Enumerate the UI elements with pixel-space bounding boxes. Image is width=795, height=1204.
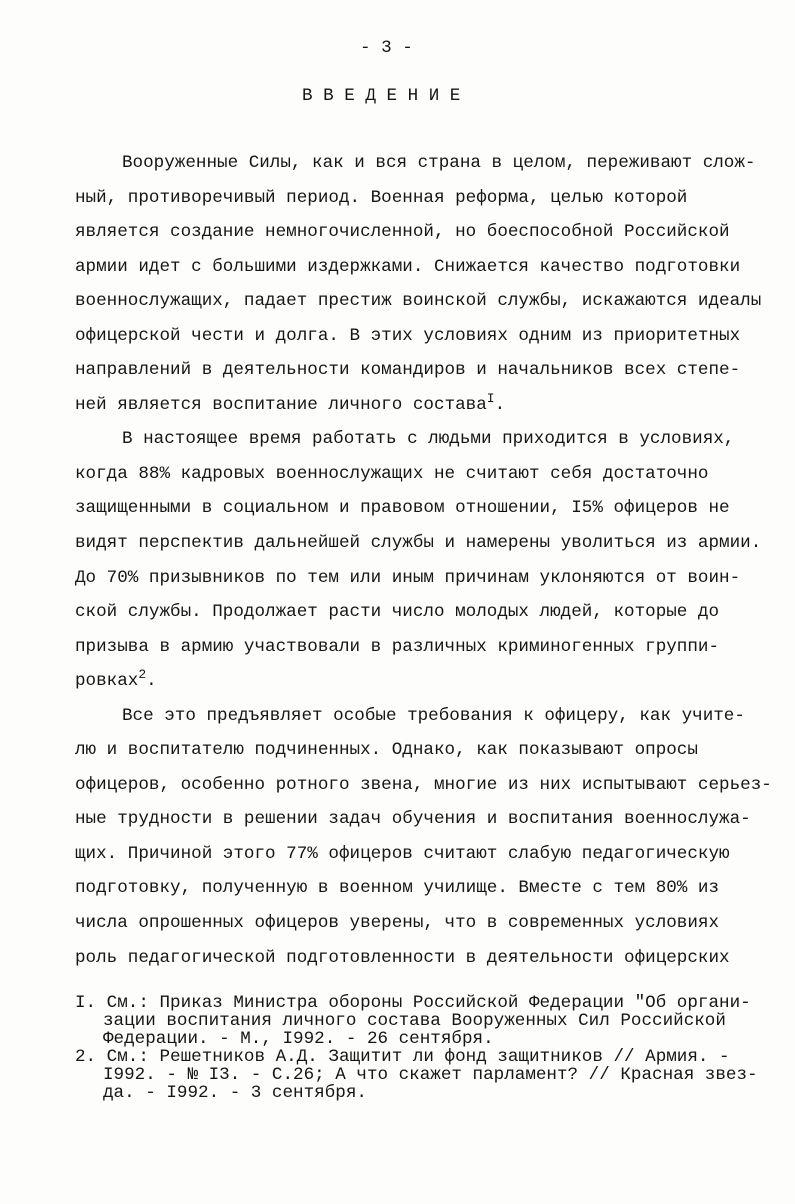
text-line: Все это предъявляет особые требования к офицеру, как учите- (122, 705, 745, 726)
text-line: ный, противоречивый период. Военная реформа, целью которой (75, 187, 688, 208)
line-text: ней является воспитание личного состава (75, 394, 487, 415)
line-text: ровках (75, 671, 139, 692)
footnote-ref: I (486, 390, 495, 406)
footnote-line: I992. - № I3. - С.26; А что скажет парламент? // Красная звез- (103, 1065, 758, 1085)
text-line: роль педагогической подготовленности в деятельности офицерских (75, 947, 730, 968)
text-line: До 70% призывников по тем или иным причинам уклоняются от воин- (75, 567, 741, 588)
text-line: защищенными в социальном и правовом отношении, I5% офицеров не (75, 498, 730, 519)
footnote-line: да. - I992. - 3 сентября. (103, 1083, 367, 1103)
text-line: щих. Причиной этого 77% офицеров считают слабую педагогическую (75, 843, 730, 864)
text-line (75, 388, 785, 423)
text-line: офицерской чести и долга. В этих условиях одним из приоритетных (75, 325, 741, 346)
text-line: военнослужащих, падает престиж воинской службы, искажаются идеалы (75, 291, 762, 312)
text-line: призыва в армию участвовали в различных криминогенных группи- (75, 636, 720, 657)
text-line: подготовку, полученную в военном училище. Вместе с тем 80% из (75, 878, 720, 899)
paragraph (75, 422, 785, 698)
text-line: когда 88% кадровых военнослужащих не считают себя достаточно (75, 463, 709, 484)
text-line: армии идет с большими издержками. Снижается качество подготовки (75, 256, 741, 277)
text-line: Вооруженные Силы, как и вся страна в целом, переживают слож- (122, 153, 756, 173)
text-line: ные трудности в решении задач обучения и воспитания военнослужа- (75, 809, 751, 830)
paragraph (75, 699, 785, 975)
footnote-ref: 2 (138, 667, 147, 683)
section-title: В В Е Д Е Н И Е (302, 86, 461, 106)
footnote-line: Федерации. - М., I992. - 26 сентября. (103, 1029, 494, 1049)
text-line (75, 664, 785, 699)
text-line: является создание немногочисленной, но боеспособной Российской (75, 222, 730, 243)
text-line: направлений в деятельности командиров и начальников всех степе- (75, 360, 741, 381)
text-line: офицеров, особенно ротного звена, многие из них испытывают серьез- (75, 774, 772, 795)
text-line: В настоящее время работать с людьми приходится в условиях, (122, 429, 735, 450)
line-end: . (494, 394, 506, 415)
footnote-line: 2. См.: Решетников А.Д. Защитит ли фонд защитников // Армия. - (75, 1047, 730, 1067)
body-text (75, 146, 785, 975)
footnote (75, 1048, 785, 1102)
paragraph (75, 146, 785, 422)
text-line: видят перспектив дальнейшей службы и намерены уволиться из армии. (75, 533, 762, 554)
text-line: ской службы. Продолжает расти число молодых людей, которые до (75, 602, 720, 623)
footnote-line: зации воспитания личного состава Вооруженных Сил Российской (103, 1011, 726, 1031)
text-line: числа опрошенных офицеров уверены, что в современных условиях (75, 913, 720, 934)
line-end: . (146, 671, 157, 692)
footnotes (75, 994, 785, 1102)
footnote (75, 994, 785, 1048)
page-number: - 3 - (360, 38, 413, 58)
text-line: лю и воспитателю подчиненных. Однако, как показывают опросы (75, 740, 698, 761)
footnote-line: I. См.: Приказ Министра обороны Российской Федерации "Об органи- (75, 993, 751, 1013)
